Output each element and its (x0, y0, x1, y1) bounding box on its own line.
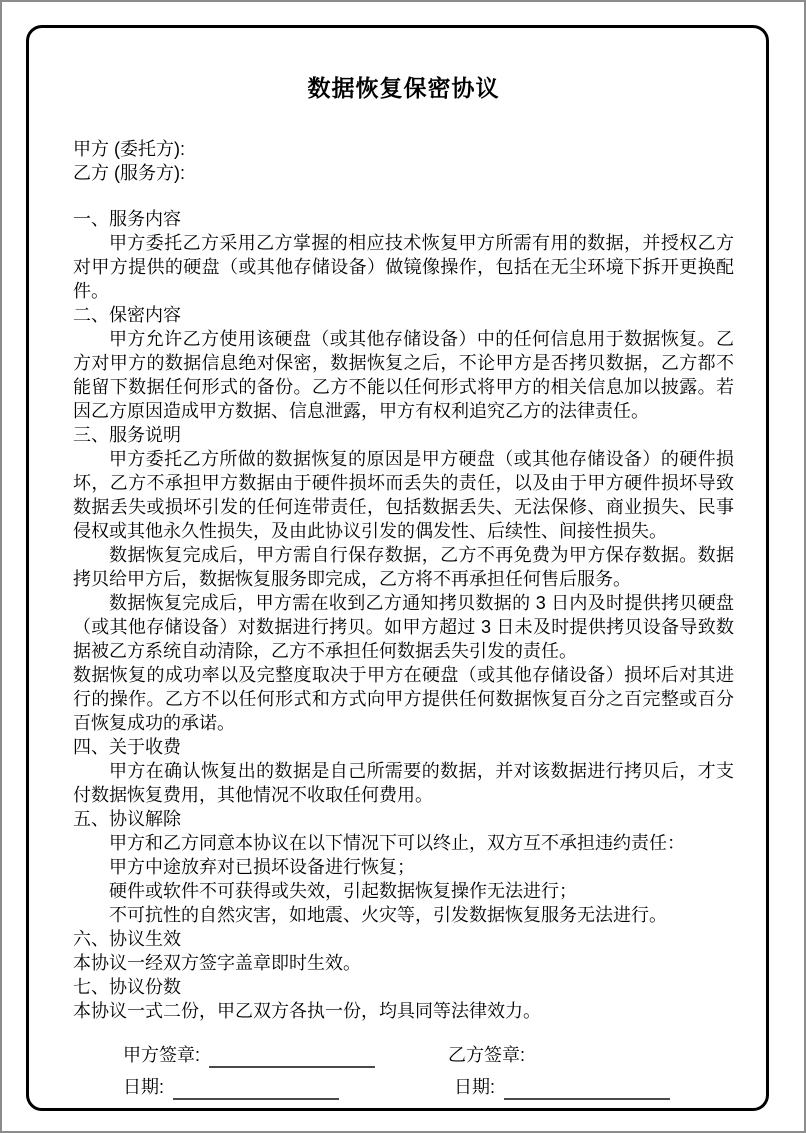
section-3-paragraph-2: 数据恢复完成后，甲方需自行保存数据，乙方不再免费为甲方保存数据。数据拷贝给甲方后，数据恢复服务即完成，乙方将不再承担任何售后服务。 (73, 545, 734, 589)
section-1-heading: 一、服务内容 (73, 209, 181, 229)
document-title: 数据恢复保密协议 (307, 75, 500, 101)
parties-block (73, 137, 734, 185)
party-a-line: 甲方 (委托方): (73, 139, 185, 159)
party-a-seal-label: 甲方签章: (123, 1045, 201, 1065)
section-6-paragraph: 本协议一经双方签字盖章即时生效。 (73, 953, 361, 973)
section-5-item-2: 硬件或软件不可获得或失效，引起数据恢复操作无法进行； (109, 881, 577, 901)
section-4-paragraph: 甲方在确认恢复出的数据是自己所需要的数据，并对该数据进行拷贝后，才支付数据恢复费用，其他情况不收取任何费用。 (73, 761, 734, 805)
party-b-seal-group (448, 1043, 525, 1068)
section-1-paragraph: 甲方委托乙方采用乙方掌握的相应技术恢复甲方所需有用的数据，并授权乙方对甲方提供的硬盘（或其他存储设备）做镜像操作，包括在无尘环境下拆开更换配件。 (73, 233, 734, 301)
signature-row-seal (73, 1043, 734, 1068)
party-a-seal-group (123, 1043, 448, 1068)
section-5-item-3: 不可抗性的自然灾害，如地震、火灾等，引发数据恢复服务无法进行。 (109, 905, 667, 925)
section-5-paragraph: 甲方和乙方同意本协议在以下情况下可以终止，双方互不承担违约责任： (109, 833, 685, 853)
party-a-date-group (123, 1075, 448, 1100)
section-2-paragraph: 甲方允许乙方使用该硬盘（或其他存储设备）中的任何信息用于数据恢复。乙方对甲方的数据信息绝对保密，数据恢复之后，不论甲方是否拷贝数据，乙方都不能留下数据任何形式的备份。乙方不能以任何形式将甲方的相关信息加以披露。若因乙方原因造成甲方数据、信息泄露，甲方有权利追究乙方的法律责任。 (73, 329, 734, 421)
party-b-date-label: 日期: (454, 1077, 496, 1097)
section-5-item-1: 甲方中途放弃对已损坏设备进行恢复； (109, 857, 415, 877)
section-6-heading: 六、协议生效 (73, 929, 181, 949)
party-a-date-label: 日期: (123, 1077, 165, 1097)
document-page (26, 25, 769, 1111)
section-4-heading: 四、关于收费 (73, 737, 181, 757)
section-3-paragraph-1: 甲方委托乙方所做的数据恢复的原因是甲方硬盘（或其他存储设备）的硬件损坏，乙方不承担甲方数据由于硬件损坏而丢失的责任，以及由于甲方硬件损坏导致数据丢失或损坏引发的任何连带责任，包括数据丢失、无法保修、商业损失、民事侵权或其他永久性损失，及由此协议引发的偶发性、后续性、间接性损失。 (73, 449, 734, 541)
party-a-date-blank-line (173, 1082, 339, 1100)
section-3-paragraph-4: 数据恢复的成功率以及完整度取决于甲方在硬盘（或其他存储设备）损坏后对其进行的操作。乙方不以任何形式和方式向甲方提供任何数据恢复百分之百完整或百分百恢复成功的承诺。 (73, 665, 734, 733)
party-b-date-group (454, 1075, 670, 1100)
section-3-heading: 三、服务说明 (73, 425, 181, 445)
section-2-heading: 二、保密内容 (73, 305, 181, 325)
party-a-seal-blank-line (209, 1050, 375, 1068)
signature-block (73, 1043, 734, 1100)
party-b-date-blank-line (504, 1082, 670, 1100)
section-7-heading: 七、协议份数 (73, 977, 181, 997)
section-5-heading: 五、协议解除 (73, 809, 181, 829)
section-7-paragraph: 本协议一式二份，甲乙双方各执一份，均具同等法律效力。 (73, 1001, 541, 1021)
document-body (73, 207, 734, 1023)
party-b-line: 乙方 (服务方): (73, 163, 185, 183)
signature-row-date (73, 1075, 734, 1100)
party-b-seal-label: 乙方签章: (448, 1045, 526, 1065)
section-3-paragraph-3: 数据恢复完成后，甲方需在收到乙方通知拷贝数据的 3 日内及时提供拷贝硬盘（或其他存储设备）对数据进行拷贝。如甲方超过 3 日未及时提供拷贝设备导致数据被乙方系统自动清除，乙方不承担任何数据丢失引发的责任。 (73, 593, 734, 661)
